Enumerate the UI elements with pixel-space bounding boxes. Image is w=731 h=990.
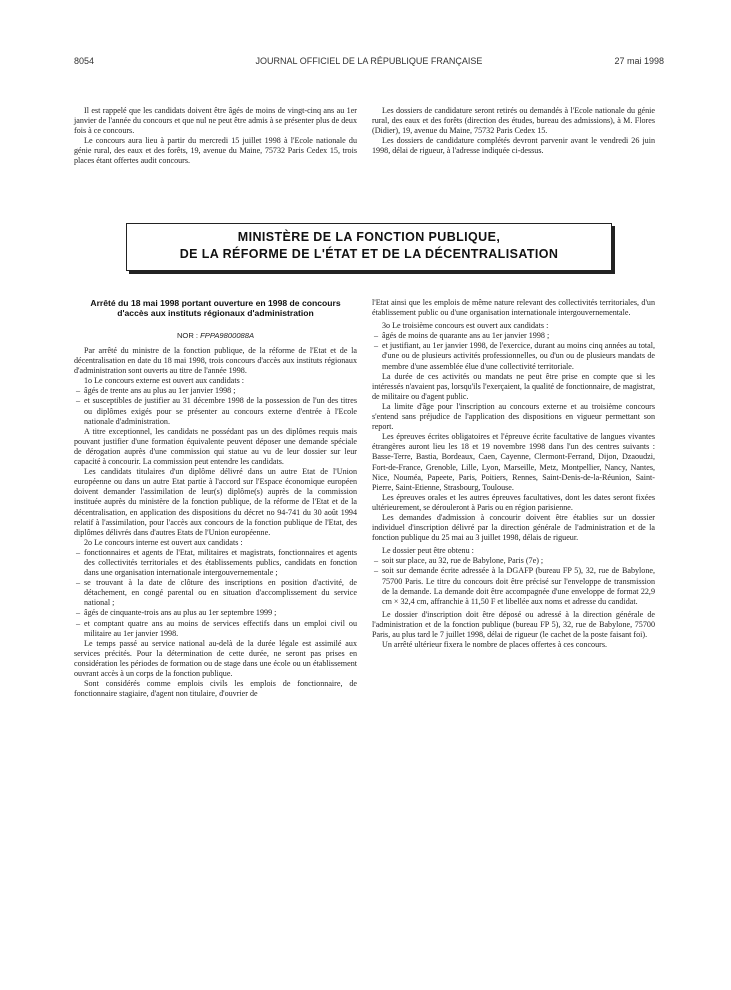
- paragraph: Les épreuves orales et les autres épreuves facultatives, dont les dates seront fixées ultérieurement, se dérouleront à Paris ou en région parisienne.: [372, 492, 655, 512]
- paragraph: La durée de ces activités ou mandats ne peut être prise en compte que si les intéressés n'avaient pas, lorsqu'ils l'exerçaient, la qualité de fonctionnaire, de magistrat, de militaire ou d'agent public.: [372, 371, 655, 401]
- nor-code: FPPA9800088A: [200, 331, 255, 340]
- paragraph: La limite d'âge pour l'inscription au concours externe et au troisième concours s'entend sans préjudice de l'application des dispositions en vigueur permettant son report.: [372, 401, 655, 432]
- ministry-heading-line2: DE LA RÉFORME DE L'ÉTAT ET DE LA DÉCENTRALISATION: [179, 247, 559, 261]
- body-right-column: [372, 298, 655, 650]
- body-left-column: [74, 346, 357, 699]
- paragraph: Le dossier peut être obtenu :: [382, 546, 474, 556]
- paragraph: Les demandes d'admission à concourir doivent être établies sur un dossier individuel d'inscription délivré par la direction générale de l'administration et de la fonction publique du 25 mai au 3 juillet 1998, délais de rigueur.: [372, 512, 655, 543]
- paragraph: Les candidats titulaires d'un diplôme délivré dans un autre Etat de l'Union européenne ou dans un autre Etat partie à l'accord sur l'Espace économique européen doivent demander l'assimilation de leur(s) diplôme(s) auprès de la commission instituée auprès du ministère de la fonction publique, de la réforme de l'Etat et de la décentralisation, en application des dispositions du décret no 94-741 du 30 août 1994 relatif à l'assimilation, pour l'accès aux concours de la fonction publique de l'Etat, des diplômes délivrés dans d'autres Etats de l'Union européenne.: [74, 467, 357, 537]
- ministry-heading-line1: MINISTÈRE DE LA FONCTION PUBLIQUE,: [237, 230, 501, 244]
- issue-date: 27 mai 1998: [614, 56, 664, 66]
- journal-title: JOURNAL OFFICIEL DE LA RÉPUBLIQUE FRANÇAISE: [255, 56, 483, 66]
- paragraph: Le dossier d'inscription doit être déposé ou adressé à la direction générale de l'administration et de la fonction publique (bureau FP 5), 32, rue de Babylone, 75700 Paris, au plus tard le 7 juillet 1998, délai de rigueur (le cachet de la poste faisant foi).: [372, 609, 655, 639]
- top-right-column: [372, 106, 655, 156]
- list-item: – et comptant quatre ans au moins de services effectifs dans un emploi civil ou militaire au 1er janvier 1998.: [74, 619, 357, 639]
- paragraph: A titre exceptionnel, les candidats ne possédant pas un des diplômes requis mais pouvant justifier d'une formation équivalente peuvent déposer une demande spéciale de dérogation auprès d'une commission qui statue au vu de leur dossier sur leur capacité à concourir. La commission peut entendre les candidats.: [74, 426, 357, 467]
- list-item: – se trouvant à la date de clôture des inscriptions en position d'activité, de détachement, en congé parental ou en situation d'accomplissement du service national ;: [74, 578, 357, 608]
- paragraph: l'Etat ainsi que les emplois de même nature relevant des collectivités territoriales, d'un établissement public ou d'une organisation internationale intergouvernementale.: [372, 298, 655, 318]
- ministry-heading-box: [126, 223, 612, 271]
- section-heading: 3o Le troisième concours est ouvert aux candidats :: [382, 321, 549, 331]
- paragraph: Les dossiers de candidature seront retirés ou demandés à l'Ecole nationale du génie rural, des eaux et des forêts (direction des études, bureau des admissions), à M. Flores (Didier), 19, avenue du Maine, 75732 Paris Cedex 15.: [372, 106, 655, 136]
- page-header: [74, 56, 664, 70]
- paragraph: Le temps passé au service national au-delà de la durée légale est assimilé aux services précités. Pour la détermination de cette durée, ne seront pas prises en considération les périodes de formation ou de stage dans une école ou un établissement ouvrant accès à un corps de la fonction publique.: [74, 638, 357, 678]
- paragraph: Un arrêté ultérieur fixera le nombre de places offertes à ces concours.: [382, 640, 608, 650]
- paragraph: Les dossiers de candidature complétés devront parvenir avant le vendredi 26 juin 1998, délai de rigueur, à l'adresse indiquée ci-dessus.: [372, 136, 655, 156]
- list-item: – et susceptibles de justifier au 31 décembre 1998 de la possession de l'un des titres ou diplômes exigés pour se présenter au concours externe d'entrée à l'Ecole nationale d'administration.: [74, 396, 357, 426]
- list-item: – âgés de cinquante-trois ans au plus au 1er septembre 1999 ;: [74, 608, 357, 618]
- list-item: – soit sur place, au 32, rue de Babylone, Paris (7e) ;: [372, 556, 655, 566]
- list-item: – fonctionnaires et agents de l'Etat, militaires et magistrats, fonctionnaires et agents des collectivités territoriales et des établissements publics, candidats en fonction dans une organisation internationale intergouvernementale ;: [74, 548, 357, 578]
- list-item: – âgés de trente ans au plus au 1er janvier 1998 ;: [74, 386, 357, 396]
- list-item: – soit sur demande écrite adressée à la DGAFP (bureau FP 5), 32, rue de Babylone, 75700 Paris. Le titre du concours doit être précisé sur l'enveloppe de transmission de la demande. La demande doit être accompagnée d'une enveloppe de format 22,9 cm × 32,4 cm, affranchie à 11,50 F et libellée aux noms et adresse du candidat.: [372, 566, 655, 606]
- list-item: – et justifiant, au 1er janvier 1998, de l'exercice, durant au moins cinq années au total, d'une ou de plusieurs activités professionnelles, ou d'un ou de plusieurs mandats de membre d'une assemblée élue d'une collectivité territoriale.: [372, 341, 655, 371]
- nor-reference: [74, 331, 357, 340]
- paragraph: Les épreuves écrites obligatoires et l'épreuve écrite facultative de langues vivantes étrangères auront lieu les 18 et 19 novembre 1998 dans l'un des centres suivants : Basse-Terre, Bastia, Bordeaux, Caen, Cayenne, Clermont-Ferrand, Dijon, Dzaoudzi, Fort-de-France, Grenoble, Lille, Lyon, Marseille, Metz, Montpellier, Nancy, Nantes, Nice, Nouméa, Papeete, Paris, Poitiers, Rennes, Saint-Denis-de-la-Réunion, Saint-Pierre, Saint-Etienne, Strasbourg, Toulouse.: [372, 432, 655, 492]
- list-item: – âgés de moins de quarante ans au 1er janvier 1998 ;: [372, 331, 655, 341]
- paragraph: Par arrêté du ministre de la fonction publique, de la réforme de l'Etat et de la décentralisation en date du 18 mai 1998, trois concours d'accès aux instituts régionaux d'administration sont ouverts au titre de l'année 1998.: [74, 346, 357, 376]
- section-heading: 2o Le concours interne est ouvert aux candidats :: [84, 537, 243, 547]
- arrete-title: Arrêté du 18 mai 1998 portant ouverture en 1998 de concours d'accès aux instituts régionaux d'administration: [90, 298, 341, 319]
- paragraph: Le concours aura lieu à partir du mercredi 15 juillet 1998 à l'Ecole nationale du génie rural, des eaux et des forêts, 19, avenue du Maine, 75732 Paris Cedex 15, trois places étant offertes audit concours.: [74, 136, 357, 166]
- paragraph: Il est rappelé que les candidats doivent être âgés de moins de vingt-cinq ans au 1er janvier de l'année du concours et que nul ne peut être admis à se présenter plus de deux fois à ce concours.: [74, 106, 357, 136]
- top-left-column: [74, 106, 357, 167]
- paragraph: Sont considérés comme emplois civils les emplois de fonctionnaire, de fonctionnaire stagiaire, d'agent non titulaire, d'ouvrier de: [74, 679, 357, 699]
- page-number: 8054: [74, 56, 95, 66]
- nor-label: NOR :: [176, 331, 201, 340]
- section-heading: 1o Le concours externe est ouvert aux candidats :: [84, 376, 245, 386]
